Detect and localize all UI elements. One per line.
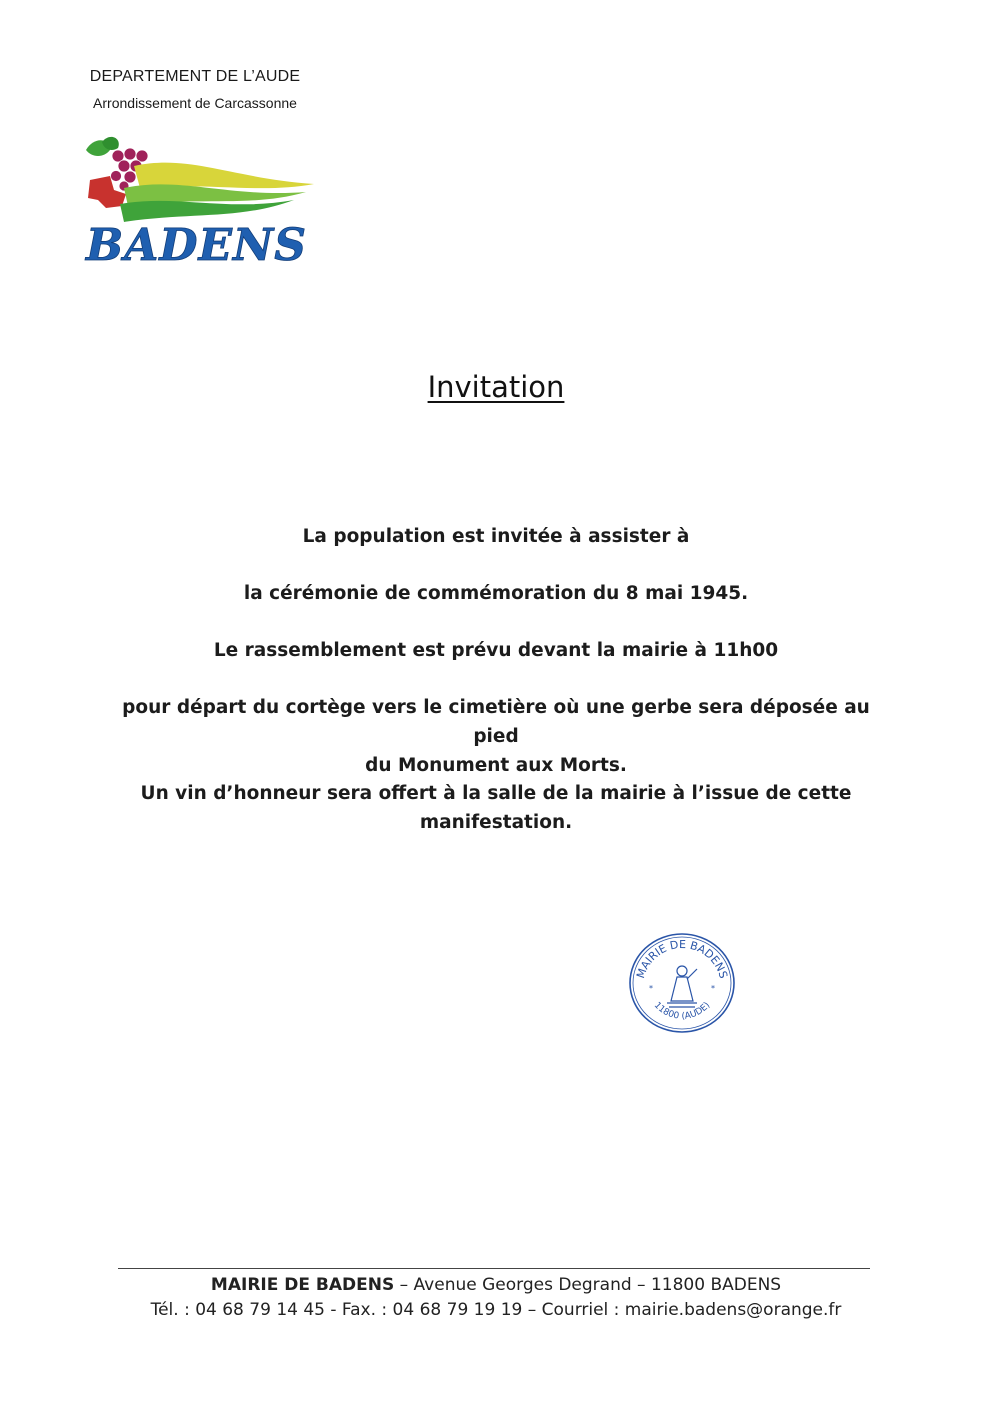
page-title: Invitation bbox=[427, 370, 565, 404]
letterhead bbox=[60, 68, 330, 111]
footer-org: MAIRIE DE BADENS bbox=[210, 1275, 395, 1295]
invitation-line-3: Le rassemblement est prévu devant la mairie à 11h00 bbox=[213, 640, 779, 661]
svg-text:*: * bbox=[649, 984, 653, 993]
stamp-text-bottom: 11800 (AUDE) bbox=[651, 1000, 713, 1022]
stamp-text-top: MAIRIE DE BADENS bbox=[634, 937, 730, 980]
invitation-line-5b: manifestation. bbox=[419, 812, 573, 833]
badens-logo bbox=[80, 132, 320, 272]
invitation-line-2: la cérémonie de commémoration du 8 mai 1945. bbox=[243, 583, 749, 604]
footer-address-line bbox=[0, 1275, 992, 1295]
footer-divider bbox=[118, 1268, 870, 1269]
svg-text:11800 (AUDE) bbox=[652, 1001, 713, 1022]
arrondissement-name: Arrondissement de Carcassonne bbox=[93, 95, 297, 111]
invitation-line-4a: pour départ du cortège vers le cimetière où une gerbe sera déposée au pied bbox=[122, 697, 870, 747]
invitation-line-1: La population est invitée à assister à bbox=[302, 526, 690, 547]
invitation-line-5a: Un vin d’honneur sera offert à la salle de la mairie à l’issue de cette bbox=[140, 783, 852, 804]
footer-contact-line: Tél. : 04 68 79 14 45 - Fax. : 04 68 79 19 19 – Courriel : mairie.badens@orange.fr bbox=[150, 1300, 842, 1320]
footer-address: – Avenue Georges Degrand – 11800 BADENS bbox=[394, 1275, 782, 1295]
department-name: DEPARTEMENT DE L’AUDE bbox=[89, 68, 301, 85]
badens-wordmark: BADENS bbox=[86, 220, 308, 271]
invitation-line-4b: du Monument aux Morts. bbox=[365, 755, 627, 776]
mairie-stamp bbox=[627, 931, 737, 1035]
svg-text:*: * bbox=[711, 984, 715, 993]
invitation-line-4 bbox=[100, 693, 892, 780]
invitation-line-5 bbox=[100, 779, 892, 837]
svg-text:MAIRIE DE BADENS bbox=[634, 938, 730, 980]
